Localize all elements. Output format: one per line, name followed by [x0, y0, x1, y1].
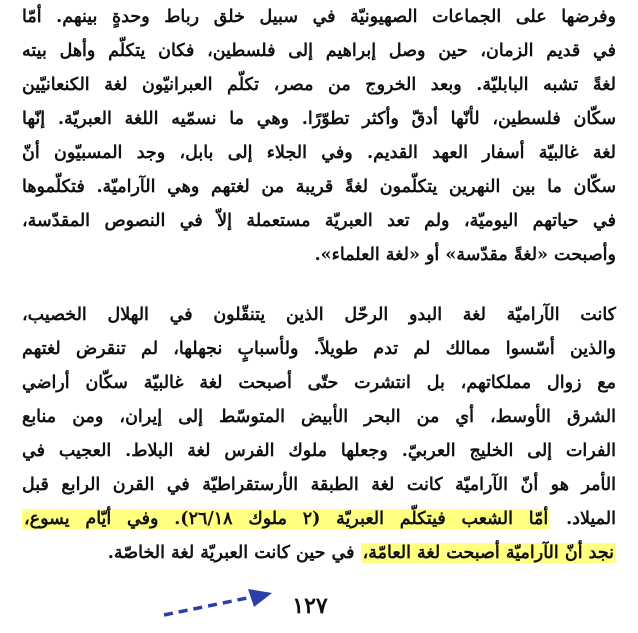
text-line-highlighted	[22, 536, 616, 570]
text-line-highlighted	[22, 502, 616, 536]
page-number: ١٢٧	[292, 593, 328, 619]
text-line: لغةً تشبه البابليّة. وبعد الخروج من مصر، تكلّم العبرانيّون لغة الكنعانيّين	[22, 75, 616, 95]
text-line: لغة غالبيّة أسفار العهد القديم. وفي الجلاء إلى بابل، وجد المسبيّون أنّ	[22, 143, 616, 163]
text-line: سكّان ما بين النهرين يتكلّمون لغةً قريبة من لغتهم وهي الآراميّة. فتكلّموها	[22, 177, 616, 197]
text-line: في قديم الزمان، حين وصل إبراهيم إلى فلسطين، فكان يتكلّم وأهل بيته	[22, 41, 616, 61]
text-line: سكّان فلسطين، لأنّها أدقّ وأكثر تطوّرًا. وهي ما نسمّيه اللغة العبريّة. إنّها	[22, 109, 616, 129]
dashed-arrow-right-icon	[160, 585, 280, 625]
text-line: وأصبحت «لغةً مقدّسة» أو «لغة العلماء».	[314, 245, 616, 265]
highlighted-text: نجد أنّ الآراميّة أصبحت لغة العامّة،	[362, 543, 614, 563]
text-line: الشرق الأوسط، أي من البحر الأبيض المتوسّط إلى إيران، ومن منابع	[22, 407, 616, 427]
line-plain-text: في حين كانت العبريّة لغة الخاصّة.	[107, 543, 355, 563]
text-line: مع زوال مملكاتهم، بل انتشرت حتّى أصبحت لغة غالبيّة سكّان أراضي	[22, 373, 616, 393]
text-line: وفرضها على الجماعات الصهيونيّة في سبيل خلق رباط وحدةٍ بينهم. أمّا	[22, 7, 616, 27]
text-line: كانت الآراميّة لغة البدو الرحّل الذين يتنقّلون في الهلال الخصيب،	[22, 305, 616, 325]
text-line: الفرات إلى الخليج العربيّ. وجعلها ملوك الفرس لغة البلاط. العجيب في	[22, 441, 616, 461]
paragraph-1	[22, 0, 616, 272]
text-line: في حياتهم اليوميّة، ولم تعد العبريّة مستعملة إلاّ في النصوص المقدّسة،	[22, 211, 616, 231]
text-line: والذين أسّسوا ممالك لم تدم طويلاً. ولأسبابٍ نجهلها، لم تنقرض لغتهم	[22, 339, 616, 359]
line-plain-text: الميلاد.	[566, 509, 616, 529]
highlighted-text: أمّا الشعب فيتكلّم العبريّة (٢ ملوك ٢٦/١٨). وفي أيّام يسوع،	[24, 509, 549, 529]
text-line: الأمر هو أنّ الآراميّة كانت لغة الطبقة الأرستقراطيّة في القرن الرابع قبل	[22, 475, 616, 495]
paragraph-2	[22, 298, 616, 570]
